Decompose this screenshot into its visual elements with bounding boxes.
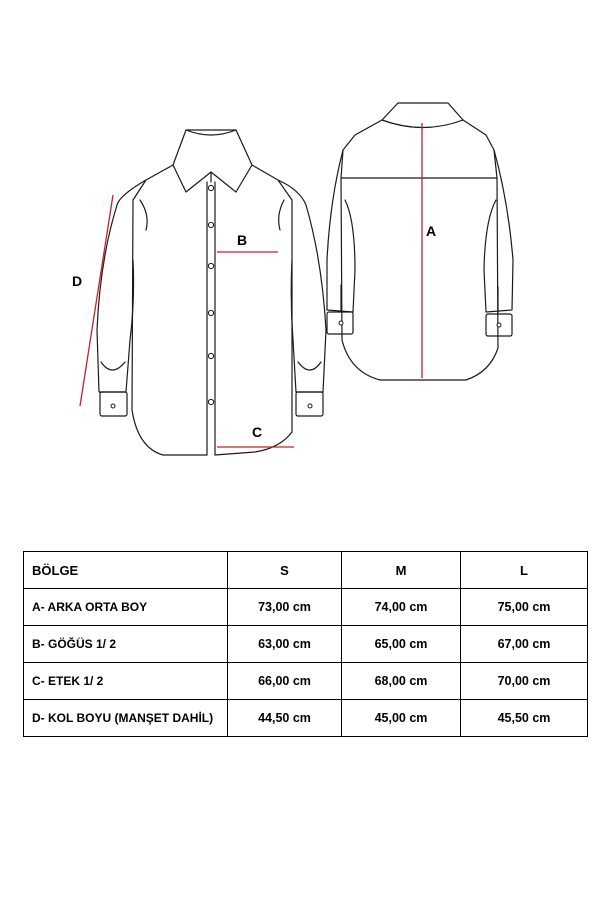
row-value-s: 44,50 cm (228, 700, 342, 737)
measure-line-d (80, 195, 113, 406)
row-value-m: 74,00 cm (342, 589, 461, 626)
header-region: BÖLGE (24, 552, 228, 589)
table-row (24, 589, 588, 626)
row-value-l: 67,00 cm (461, 626, 588, 663)
table-row (24, 700, 588, 737)
label-a: A (426, 223, 437, 239)
header-size-s: S (228, 552, 342, 589)
row-region: C- ETEK 1/ 2 (24, 663, 228, 700)
header-size-m: M (342, 552, 461, 589)
row-value-s: 73,00 cm (228, 589, 342, 626)
row-value-l: 75,00 cm (461, 589, 588, 626)
label-c: C (252, 424, 263, 440)
row-value-m: 68,00 cm (342, 663, 461, 700)
label-d: D (72, 273, 83, 289)
table-header-row (24, 552, 588, 589)
table-row (24, 663, 588, 700)
header-size-l: L (461, 552, 588, 589)
row-value-s: 66,00 cm (228, 663, 342, 700)
row-region: A- ARKA ORTA BOY (24, 589, 228, 626)
table-row (24, 626, 588, 663)
row-value-s: 63,00 cm (228, 626, 342, 663)
row-value-m: 45,00 cm (342, 700, 461, 737)
front-view (97, 130, 326, 455)
row-value-l: 70,00 cm (461, 663, 588, 700)
size-chart-table (23, 551, 588, 737)
back-view (327, 103, 513, 380)
row-region: D- KOL BOYU (MANŞET DAHİL) (24, 700, 228, 737)
row-value-m: 65,00 cm (342, 626, 461, 663)
row-region: B- GÖĞÜS 1/ 2 (24, 626, 228, 663)
label-b: B (237, 232, 248, 248)
row-value-l: 45,50 cm (461, 700, 588, 737)
